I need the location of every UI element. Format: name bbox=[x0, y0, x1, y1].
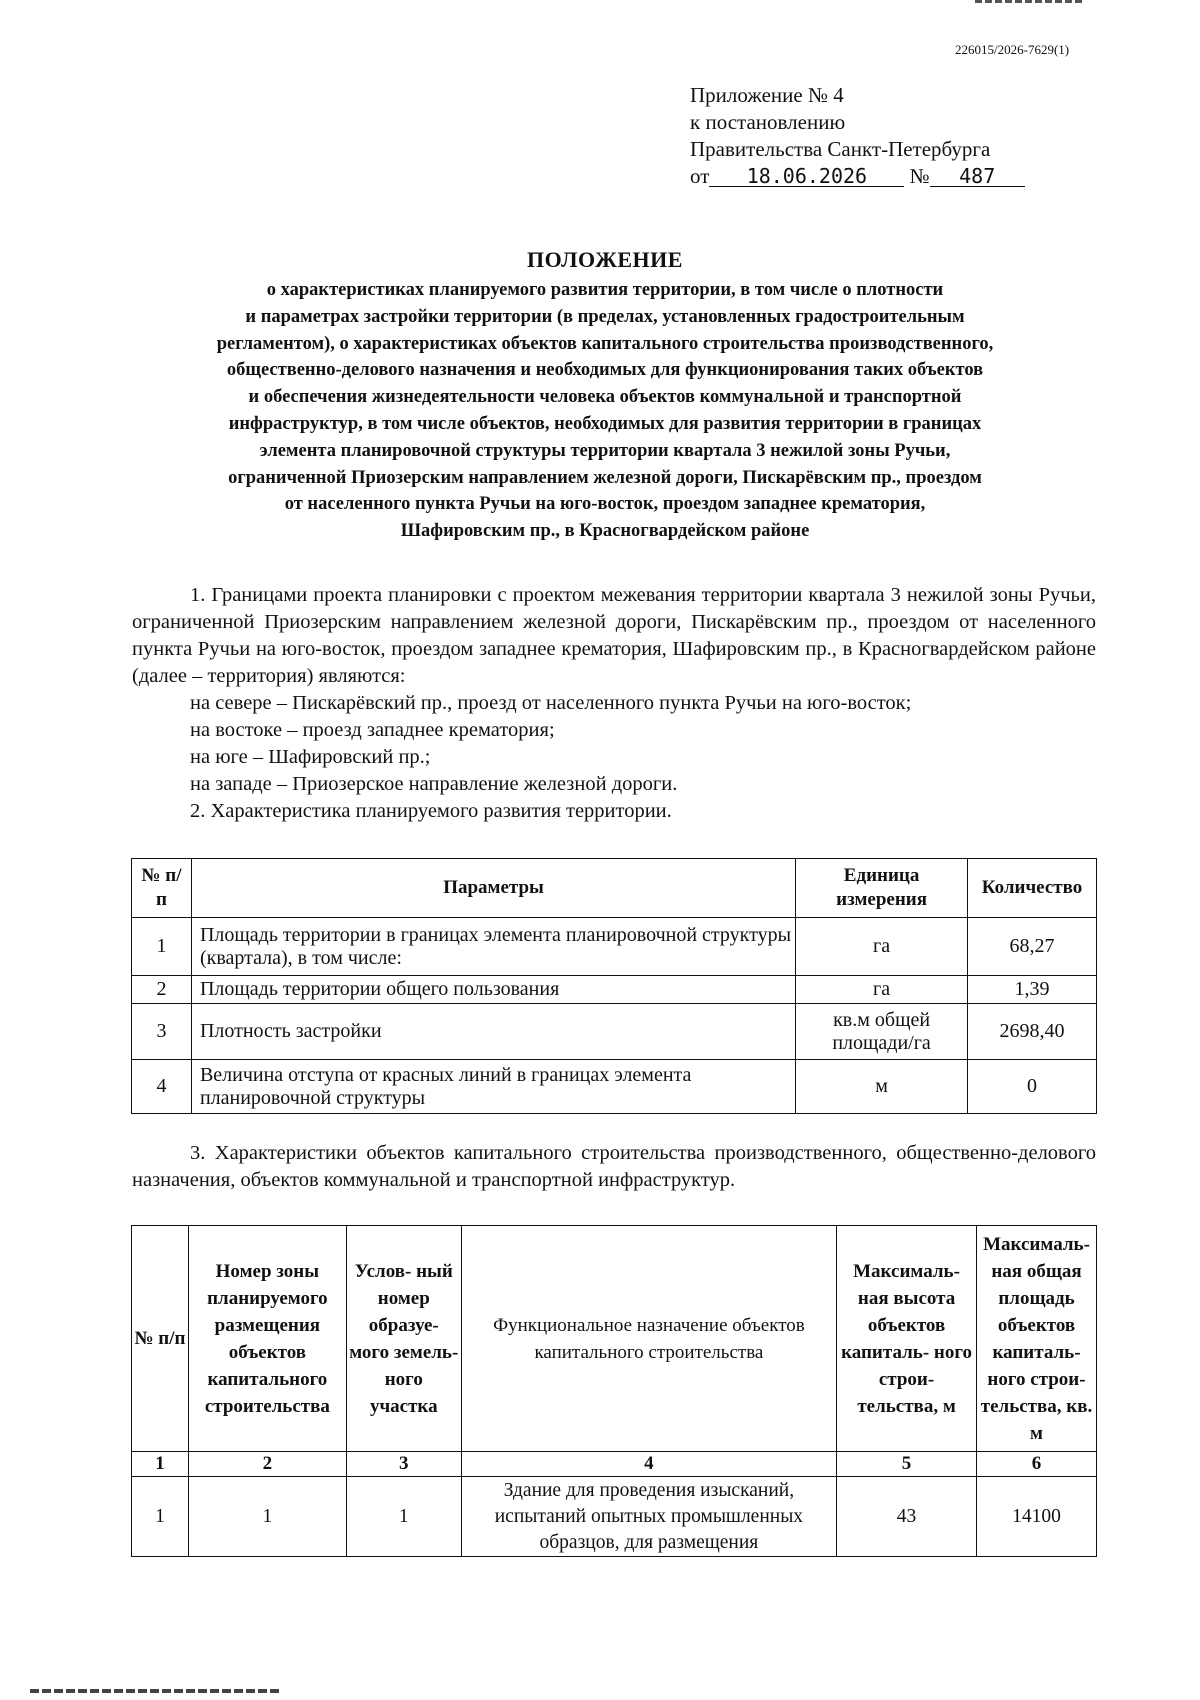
cell-function: Здание для проведения изысканий, испытаний опытных промышленных образцов, для размещения bbox=[461, 1477, 836, 1557]
cell-unit: кв.м общей площади/га bbox=[796, 1004, 968, 1060]
header-plot-number: Услов- ный номер образуе- мого земель- ного участка bbox=[346, 1226, 461, 1452]
header-max-area: Максималь- ная общая площадь объектов капиталь- ного строи- тельства, кв. м bbox=[977, 1226, 1097, 1452]
cell-num: 3 bbox=[132, 1004, 192, 1060]
column-index: 4 bbox=[461, 1452, 836, 1477]
header-unit: Единица измерения bbox=[796, 859, 968, 918]
decree-number: 487 bbox=[930, 166, 1025, 187]
cell-param: Плотность застройки bbox=[191, 1004, 795, 1060]
heading-subtitle bbox=[105, 277, 1105, 545]
subtitle-line: инфраструктур, в том числе объектов, необходимых для развития территории в границах bbox=[228, 413, 982, 434]
column-index: 5 bbox=[837, 1452, 977, 1477]
cell-zone-number: 1 bbox=[188, 1477, 346, 1557]
column-index: 3 bbox=[346, 1452, 461, 1477]
subtitle-line: о характеристиках планируемого развития территории, в том числе о плотности bbox=[266, 280, 944, 300]
cell-plot-number: 1 bbox=[346, 1477, 461, 1557]
cell-max-height: 43 bbox=[837, 1477, 977, 1557]
subtitle-line: от населенного пункта Ручьи на юго-восток, проездом западнее крематория, bbox=[284, 494, 926, 515]
boundary-south: на юге – Шафировский пр.; bbox=[190, 746, 431, 768]
header-function: Функциональное назначение объектов капитального строительства bbox=[461, 1226, 836, 1452]
header-num: № п/п bbox=[132, 859, 192, 918]
cell-qty: 1,39 bbox=[968, 976, 1097, 1004]
number-prefix: № bbox=[909, 164, 930, 188]
table-row bbox=[132, 1060, 1097, 1114]
cell-param: Площадь территории общего пользования bbox=[191, 976, 795, 1004]
cell-qty: 68,27 bbox=[968, 918, 1097, 976]
scan-artifact-top bbox=[975, 0, 1085, 3]
column-index: 6 bbox=[977, 1452, 1097, 1477]
subtitle-line: ограниченной Приозерским направлением железной дороги, Пискарёвским пр., проездом bbox=[228, 467, 982, 488]
body-text bbox=[132, 582, 1096, 825]
header-zone-number: Номер зоны планируемого размещения объектов капитального строительства bbox=[188, 1226, 346, 1452]
cell-qty: 0 bbox=[968, 1060, 1097, 1114]
header-max-height: Максималь- ная высота объектов капиталь- ного строи- тельства, м bbox=[837, 1226, 977, 1452]
cell-unit: га bbox=[796, 918, 968, 976]
table-row bbox=[132, 1477, 1097, 1557]
table-row bbox=[132, 1004, 1097, 1060]
page-title: ПОЛОЖЕНИЕ bbox=[527, 247, 683, 272]
header-num: № п/п bbox=[132, 1226, 189, 1452]
boundary-north: на севере – Пискарёвский пр., проезд от населенного пункта Ручьи на юго-восток; bbox=[190, 692, 912, 714]
cell-unit: м bbox=[796, 1060, 968, 1114]
subtitle-line: общественно-делового назначения и необходимых для функционирования таких объектов bbox=[226, 360, 984, 381]
date-prefix: от bbox=[690, 164, 710, 188]
appendix-block bbox=[690, 82, 1025, 190]
subtitle-line: регламентом), о характеристиках объектов капитального строительства производственного, bbox=[216, 333, 994, 354]
cell-max-area: 14100 bbox=[977, 1477, 1097, 1557]
cell-param: Величина отступа от красных линий в границах элемента планировочной структуры bbox=[191, 1060, 795, 1114]
cell-num: 1 bbox=[132, 918, 192, 976]
table-header-row bbox=[132, 859, 1097, 918]
cell-num: 1 bbox=[132, 1477, 189, 1557]
boundary-west: на западе – Приозерское направление железной дороги. bbox=[190, 773, 678, 795]
scan-artifact-bottom bbox=[30, 1689, 280, 1693]
cell-qty: 2698,40 bbox=[968, 1004, 1097, 1060]
subtitle-line: и обеспечения жизнедеятельности человека объектов коммунальной и транспортной bbox=[248, 387, 962, 408]
subtitle-line: и параметрах застройки территории (в пределах, установленных градостроительным bbox=[245, 306, 965, 327]
column-index: 1 bbox=[132, 1452, 189, 1477]
appendix-line-2: к постановлению bbox=[690, 110, 846, 134]
paragraph-1: 1. Границами проекта планировки с проектом межевания территории квартала 3 нежилой зоны Ручьи, ограниченной Приозерским направлением железной дороги, Пискарёвским пр., проездом от населенного пункта Ручьи на юго-восток, проездом западнее крематория, Шафировским пр., в Красногвардейском районе (далее – территория) являются: bbox=[132, 584, 1096, 687]
document-registration-number: 226015/2026-7629(1) bbox=[955, 42, 1070, 57]
territory-parameters-table bbox=[131, 858, 1097, 1114]
decree-date: 18.06.2026 bbox=[709, 166, 904, 187]
subtitle-line: Шафировским пр., в Красногвардейском районе bbox=[400, 521, 810, 542]
appendix-line-3: Правительства Санкт-Петербурга bbox=[690, 137, 991, 161]
column-index: 2 bbox=[188, 1452, 346, 1477]
appendix-line-1: Приложение № 4 bbox=[690, 83, 844, 107]
header-parameters: Параметры bbox=[191, 859, 795, 918]
cell-param: Площадь территории в границах элемента планировочной структуры (квартала), в том числе: bbox=[191, 918, 795, 976]
table-header-row bbox=[132, 1226, 1097, 1452]
table-row bbox=[132, 918, 1097, 976]
subtitle-line: элемента планировочной структуры территории квартала 3 нежилой зоны Ручьи, bbox=[259, 440, 951, 461]
boundary-east: на востоке – проезд западнее крематория; bbox=[190, 719, 555, 741]
table-row bbox=[132, 976, 1097, 1004]
paragraph-3: 3. Характеристики объектов капитального строительства производственного, общественно-делового назначения, объектов коммунальной и транспортной инфраструктур. bbox=[132, 1142, 1096, 1191]
appendix-date-line bbox=[690, 163, 1025, 190]
column-index-row bbox=[132, 1452, 1097, 1477]
cell-num: 4 bbox=[132, 1060, 192, 1114]
capital-construction-objects-table bbox=[131, 1225, 1097, 1557]
cell-num: 2 bbox=[132, 976, 192, 1004]
document-heading bbox=[105, 247, 1105, 545]
header-quantity: Количество bbox=[968, 859, 1097, 918]
paragraph-2: 2. Характеристика планируемого развития территории. bbox=[190, 800, 672, 822]
cell-unit: га bbox=[796, 976, 968, 1004]
